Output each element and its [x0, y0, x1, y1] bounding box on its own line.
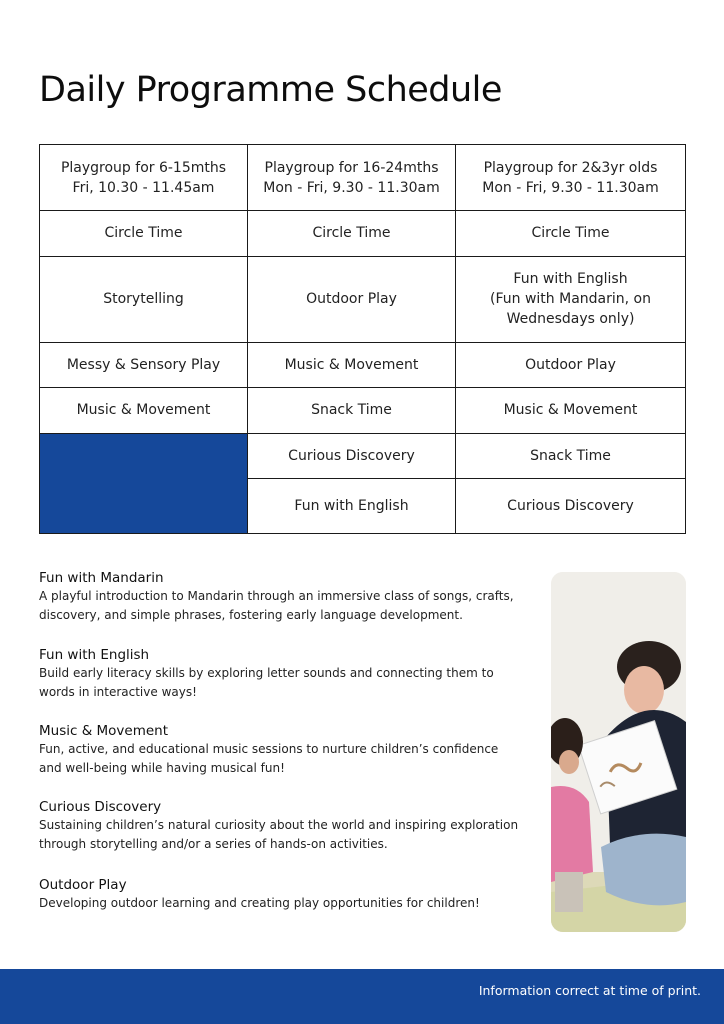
- desc-line: Fun, active, and educational music sessions to nurture children’s confidence: [39, 742, 499, 756]
- cell-line: (Fun with Mandarin, on: [490, 291, 651, 307]
- table-cell: Outdoor Play: [456, 342, 686, 388]
- header-cell-6-15mths: [40, 145, 248, 211]
- table-cell: Curious Discovery: [456, 479, 686, 534]
- desc-line: Build early literacy skills by exploring letter sounds and connecting them to: [39, 666, 494, 680]
- header-group-label: Playgroup for 6-15mths: [60, 159, 227, 176]
- table-cell: Snack Time: [456, 433, 686, 479]
- teacher-child-photo: [551, 572, 686, 932]
- photo-illustration: [551, 572, 686, 932]
- header-group-label: Playgroup for 2&3yr olds: [483, 159, 658, 176]
- desc-text: [39, 894, 549, 913]
- table-cell: Circle Time: [456, 211, 686, 257]
- table-cell: Music & Movement: [456, 388, 686, 434]
- desc-text: [39, 740, 549, 778]
- table-cell: Outdoor Play: [248, 256, 456, 342]
- desc-curious-discovery: [39, 798, 549, 854]
- cell-line: Wednesdays only): [506, 311, 635, 327]
- desc-title: Fun with Mandarin: [39, 570, 164, 586]
- cell-line: Fun with English: [513, 271, 628, 287]
- desc-title: Curious Discovery: [39, 799, 162, 815]
- table-cell: Messy & Sensory Play: [40, 342, 248, 388]
- table-row: [40, 256, 686, 342]
- table-cell: Storytelling: [40, 256, 248, 342]
- header-group-time: Fri, 10.30 - 11.45am: [72, 179, 215, 196]
- header-cell-2-3yr: [456, 145, 686, 211]
- desc-line: and well-being while having musical fun!: [39, 761, 285, 775]
- desc-outdoor-play: [39, 876, 549, 913]
- table-cell: Fun with English: [248, 479, 456, 534]
- table-row: [40, 388, 686, 434]
- header-group-time: Mon - Fri, 9.30 - 11.30am: [482, 179, 659, 196]
- header-group-time: Mon - Fri, 9.30 - 11.30am: [263, 179, 440, 196]
- table-cell: [456, 256, 686, 342]
- desc-line: discovery, and simple phrases, fostering early language development.: [39, 608, 463, 622]
- table-row: [40, 342, 686, 388]
- desc-line: A playful introduction to Mandarin through an immersive class of songs, crafts,: [39, 589, 514, 603]
- desc-title: Fun with English: [39, 647, 150, 663]
- header-group-label: Playgroup for 16-24mths: [264, 159, 439, 176]
- table-cell: Circle Time: [248, 211, 456, 257]
- desc-text: [39, 664, 549, 702]
- table-cell: Music & Movement: [40, 388, 248, 434]
- desc-title: Music & Movement: [39, 723, 169, 739]
- table-cell: Curious Discovery: [248, 433, 456, 479]
- desc-title: Outdoor Play: [39, 877, 127, 893]
- table-header-row: [40, 145, 686, 211]
- table-cell: Music & Movement: [248, 342, 456, 388]
- table-cell: Circle Time: [40, 211, 248, 257]
- desc-text: [39, 816, 549, 854]
- desc-music-movement: [39, 722, 549, 778]
- desc-line: through storytelling and/or a series of hands-on activities.: [39, 837, 388, 851]
- header-cell-16-24mths: [248, 145, 456, 211]
- page-title: Daily Programme Schedule: [39, 70, 502, 110]
- desc-line: Sustaining children’s natural curiosity about the world and inspiring exploration: [39, 818, 519, 832]
- desc-text: [39, 587, 549, 625]
- table-row: [40, 211, 686, 257]
- desc-fun-with-english: [39, 646, 549, 702]
- desc-line: Developing outdoor learning and creating play opportunities for children!: [39, 896, 480, 910]
- footer-note: Information correct at time of print.: [478, 983, 701, 998]
- desc-fun-with-mandarin: [39, 569, 549, 625]
- table-cell: Snack Time: [248, 388, 456, 434]
- desc-line: words in interactive ways!: [39, 685, 197, 699]
- table-row: [40, 433, 686, 479]
- blank-blue-cell: [40, 433, 248, 534]
- schedule-table: [39, 144, 686, 534]
- footer-bar: [0, 969, 724, 1024]
